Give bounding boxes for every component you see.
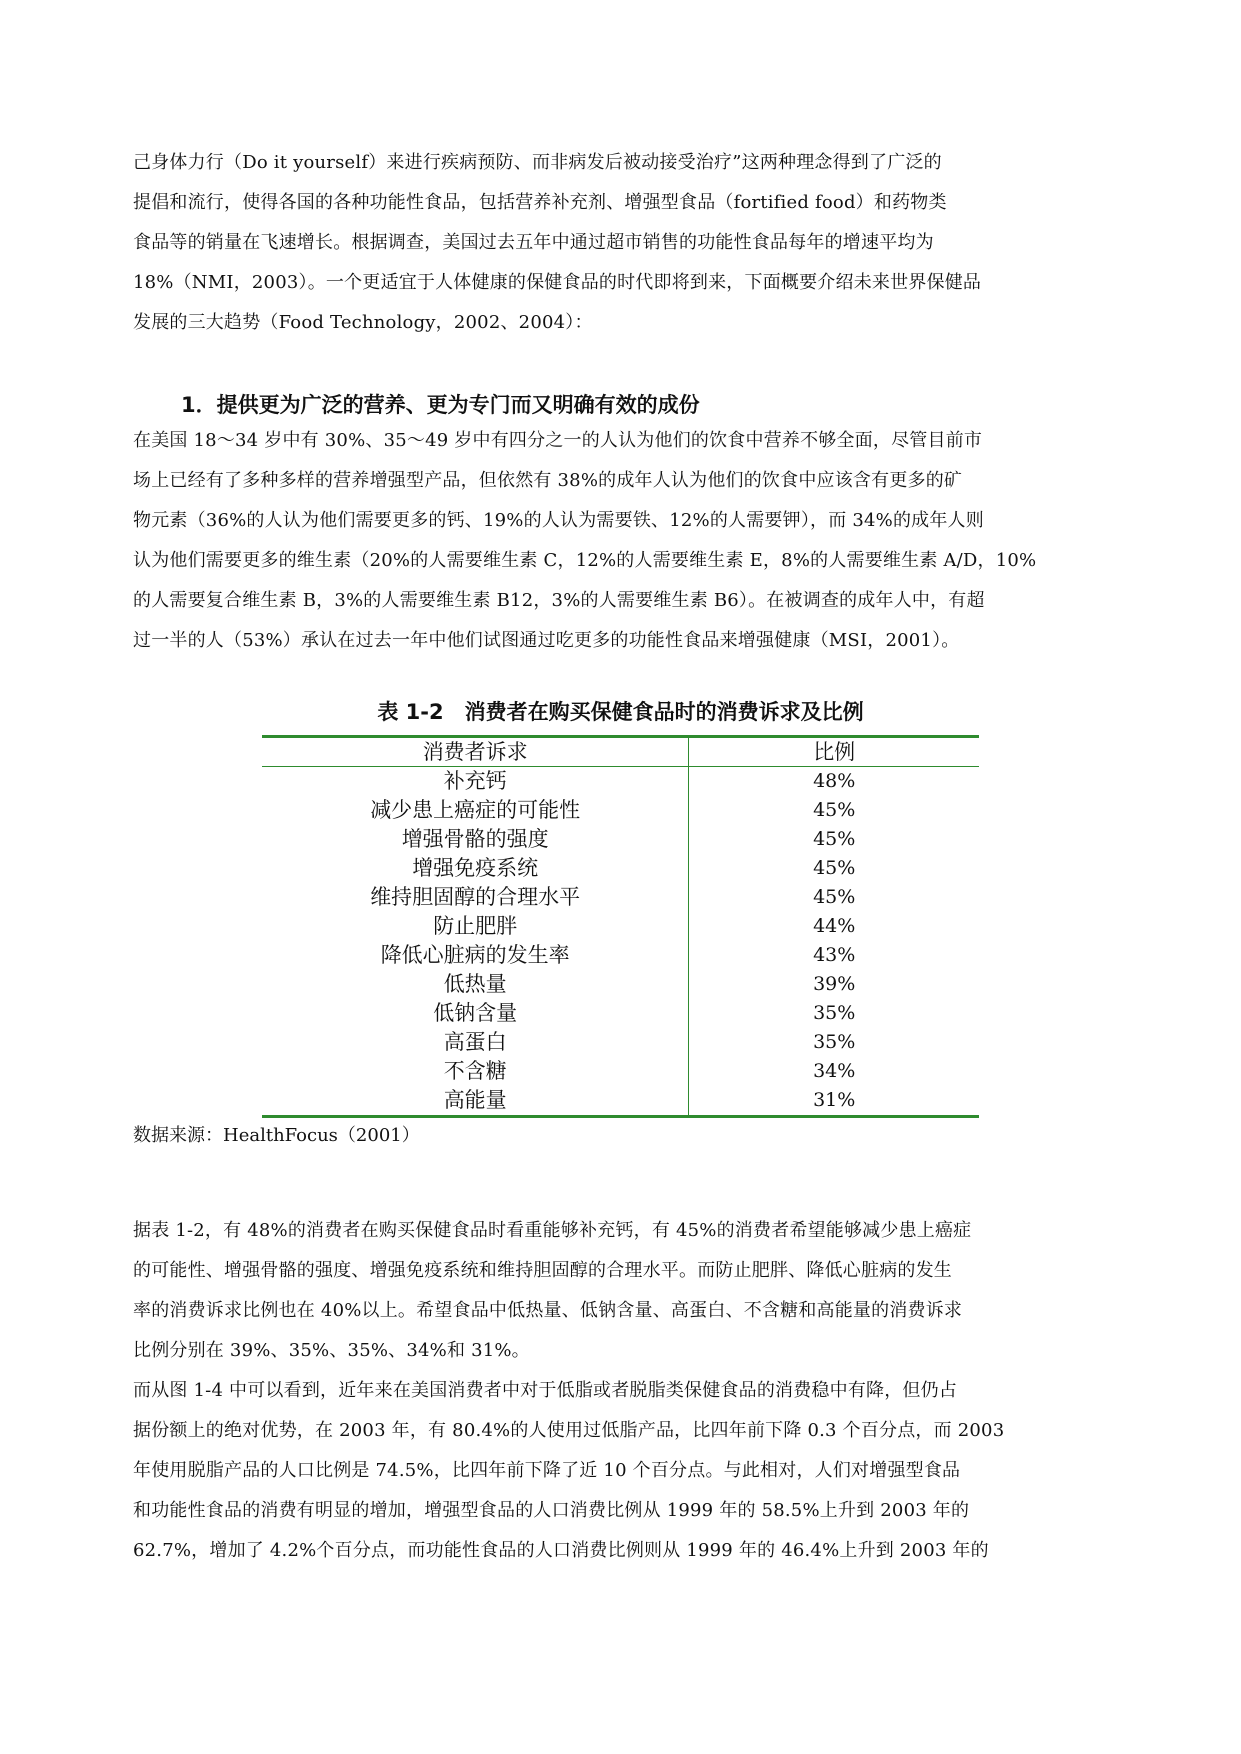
text-line: 率的消费诉求比例也在 40%以上。希望食品中低热量、低钠含量、高蛋白、不含糖和高能量的消费诉求 (133, 1300, 963, 1321)
text-line: 的可能性、增强骨骼的强度、增强免疫系统和维持胆固醇的合理水平。而防止肥胖、降低心脏病的发生 (133, 1260, 952, 1281)
header-ratio: 比例 (689, 737, 979, 767)
text-line: 发展的三大趋势（Food Technology，2002、2004）： (133, 312, 593, 333)
intro-paragraph (133, 143, 1113, 343)
cell-demand: 低热量 (262, 970, 689, 999)
section-heading: 1．提供更为广泛的营养、更为专门而又明确有效的成份 (181, 393, 700, 417)
cell-ratio: 45% (813, 886, 856, 908)
text-line: 据表 1-2，有 48%的消费者在购买保健食品时看重能够补充钙，有 45%的消费者希望能够减少患上癌症 (133, 1220, 972, 1241)
trend-paragraph (133, 1371, 1113, 1571)
table-row (262, 767, 979, 797)
text-line: 认为他们需要更多的维生素（20%的人需要维生素 C，12%的人需要维生素 E，8%的人需要维生素 A/D，10% (133, 550, 1037, 571)
cell-ratio: 35% (813, 1031, 856, 1053)
cell-demand: 减少患上癌症的可能性 (262, 796, 689, 825)
cell-demand: 高蛋白 (262, 1028, 689, 1057)
cell-ratio: 45% (813, 828, 856, 850)
text-line: 的人需要复合维生素 B，3%的人需要维生素 B12，3%的人需要维生素 B6）。在被调查的成年人中，有超 (133, 590, 985, 611)
header-demand: 消费者诉求 (262, 737, 689, 767)
table-caption: 表 1-2 消费者在购买保健食品时的消费诉求及比例 (377, 700, 864, 724)
table-row (262, 1028, 979, 1057)
analysis-paragraph (133, 1211, 1113, 1371)
cell-ratio: 34% (813, 1060, 856, 1082)
text-line: 和功能性食品的消费有明显的增加，增强型食品的人口消费比例从 1999 年的 58.5%上升到 2003 年的 (133, 1500, 970, 1521)
text-line: 物元素（36%的人认为他们需要更多的钙、19%的人认为需要铁、12%的人需要钾），而 34%的成年人则 (133, 510, 984, 531)
cell-ratio: 39% (813, 973, 856, 995)
cell-ratio: 44% (813, 915, 856, 937)
cell-demand: 补充钙 (262, 767, 689, 797)
consumer-demand-table (262, 735, 979, 1118)
text-line: 过一半的人（53%）承认在过去一年中他们试图通过吃更多的功能性食品来增强健康（MSI，2001）。 (133, 630, 960, 651)
table-row (262, 999, 979, 1028)
cell-ratio: 45% (813, 799, 856, 821)
table-row (262, 1086, 979, 1117)
table-row (262, 941, 979, 970)
table-row (262, 912, 979, 941)
cell-ratio: 43% (813, 944, 856, 966)
text-line: 食品等的销量在飞速增长。根据调查，美国过去五年中通过超市销售的功能性食品每年的增速平均为 (133, 232, 934, 253)
cell-demand: 不含糖 (262, 1057, 689, 1086)
text-line: 18%（NMI，2003）。一个更适宜于人体健康的保健食品的时代即将到来，下面概要介绍未来世界保健品 (133, 272, 982, 293)
text-line: 提倡和流行，使得各国的各种功能性食品，包括营养补充剂、增强型食品（fortified food）和药物类 (133, 192, 947, 213)
table-header-row (262, 737, 979, 767)
table-row (262, 1057, 979, 1086)
text-line: 而从图 1-4 中可以看到，近年来在美国消费者中对于低脂或者脱脂类保健食品的消费稳中有降，但仍占 (133, 1380, 958, 1401)
cell-demand: 防止肥胖 (262, 912, 689, 941)
text-line: 比例分别在 39%、35%、35%、34%和 31%。 (133, 1340, 530, 1361)
text-line: 场上已经有了多种多样的营养增强型产品，但依然有 38%的成年人认为他们的饮食中应该含有更多的矿 (133, 470, 963, 491)
table-row (262, 970, 979, 999)
cell-demand: 低钠含量 (262, 999, 689, 1028)
text-line: 在美国 18～34 岁中有 30%、35～49 岁中有四分之一的人认为他们的饮食中营养不够全面，尽管目前市 (133, 430, 983, 451)
cell-demand: 维持胆固醇的合理水平 (262, 883, 689, 912)
cell-demand: 降低心脏病的发生率 (262, 941, 689, 970)
table-row (262, 825, 979, 854)
table-source-note: 数据来源：HealthFocus（2001） (133, 1125, 420, 1146)
cell-ratio: 35% (813, 1002, 856, 1024)
table-row (262, 854, 979, 883)
cell-demand: 增强骨骼的强度 (262, 825, 689, 854)
section-paragraph (133, 421, 1113, 661)
cell-demand: 增强免疫系统 (262, 854, 689, 883)
table-row (262, 883, 979, 912)
text-line: 据份额上的绝对优势，在 2003 年，有 80.4%的人使用过低脂产品，比四年前下降 0.3 个百分点，而 2003 (133, 1420, 1005, 1441)
text-line: 己身体力行（Do it yourself）来进行疾病预防、而非病发后被动接受治疗”这两种理念得到了广泛的 (133, 152, 942, 173)
table-row (262, 796, 979, 825)
cell-demand: 高能量 (262, 1086, 689, 1117)
cell-ratio: 45% (813, 857, 856, 879)
cell-ratio: 31% (689, 1086, 979, 1117)
text-line: 62.7%，增加了 4.2%个百分点，而功能性食品的人口消费比例则从 1999 年的 46.4%上升到 2003 年的 (133, 1540, 989, 1561)
text-line: 年使用脱脂产品的人口比例是 74.5%，比四年前下降了近 10 个百分点。与此相对，人们对增强型食品 (133, 1460, 961, 1481)
cell-ratio: 48% (813, 770, 856, 792)
